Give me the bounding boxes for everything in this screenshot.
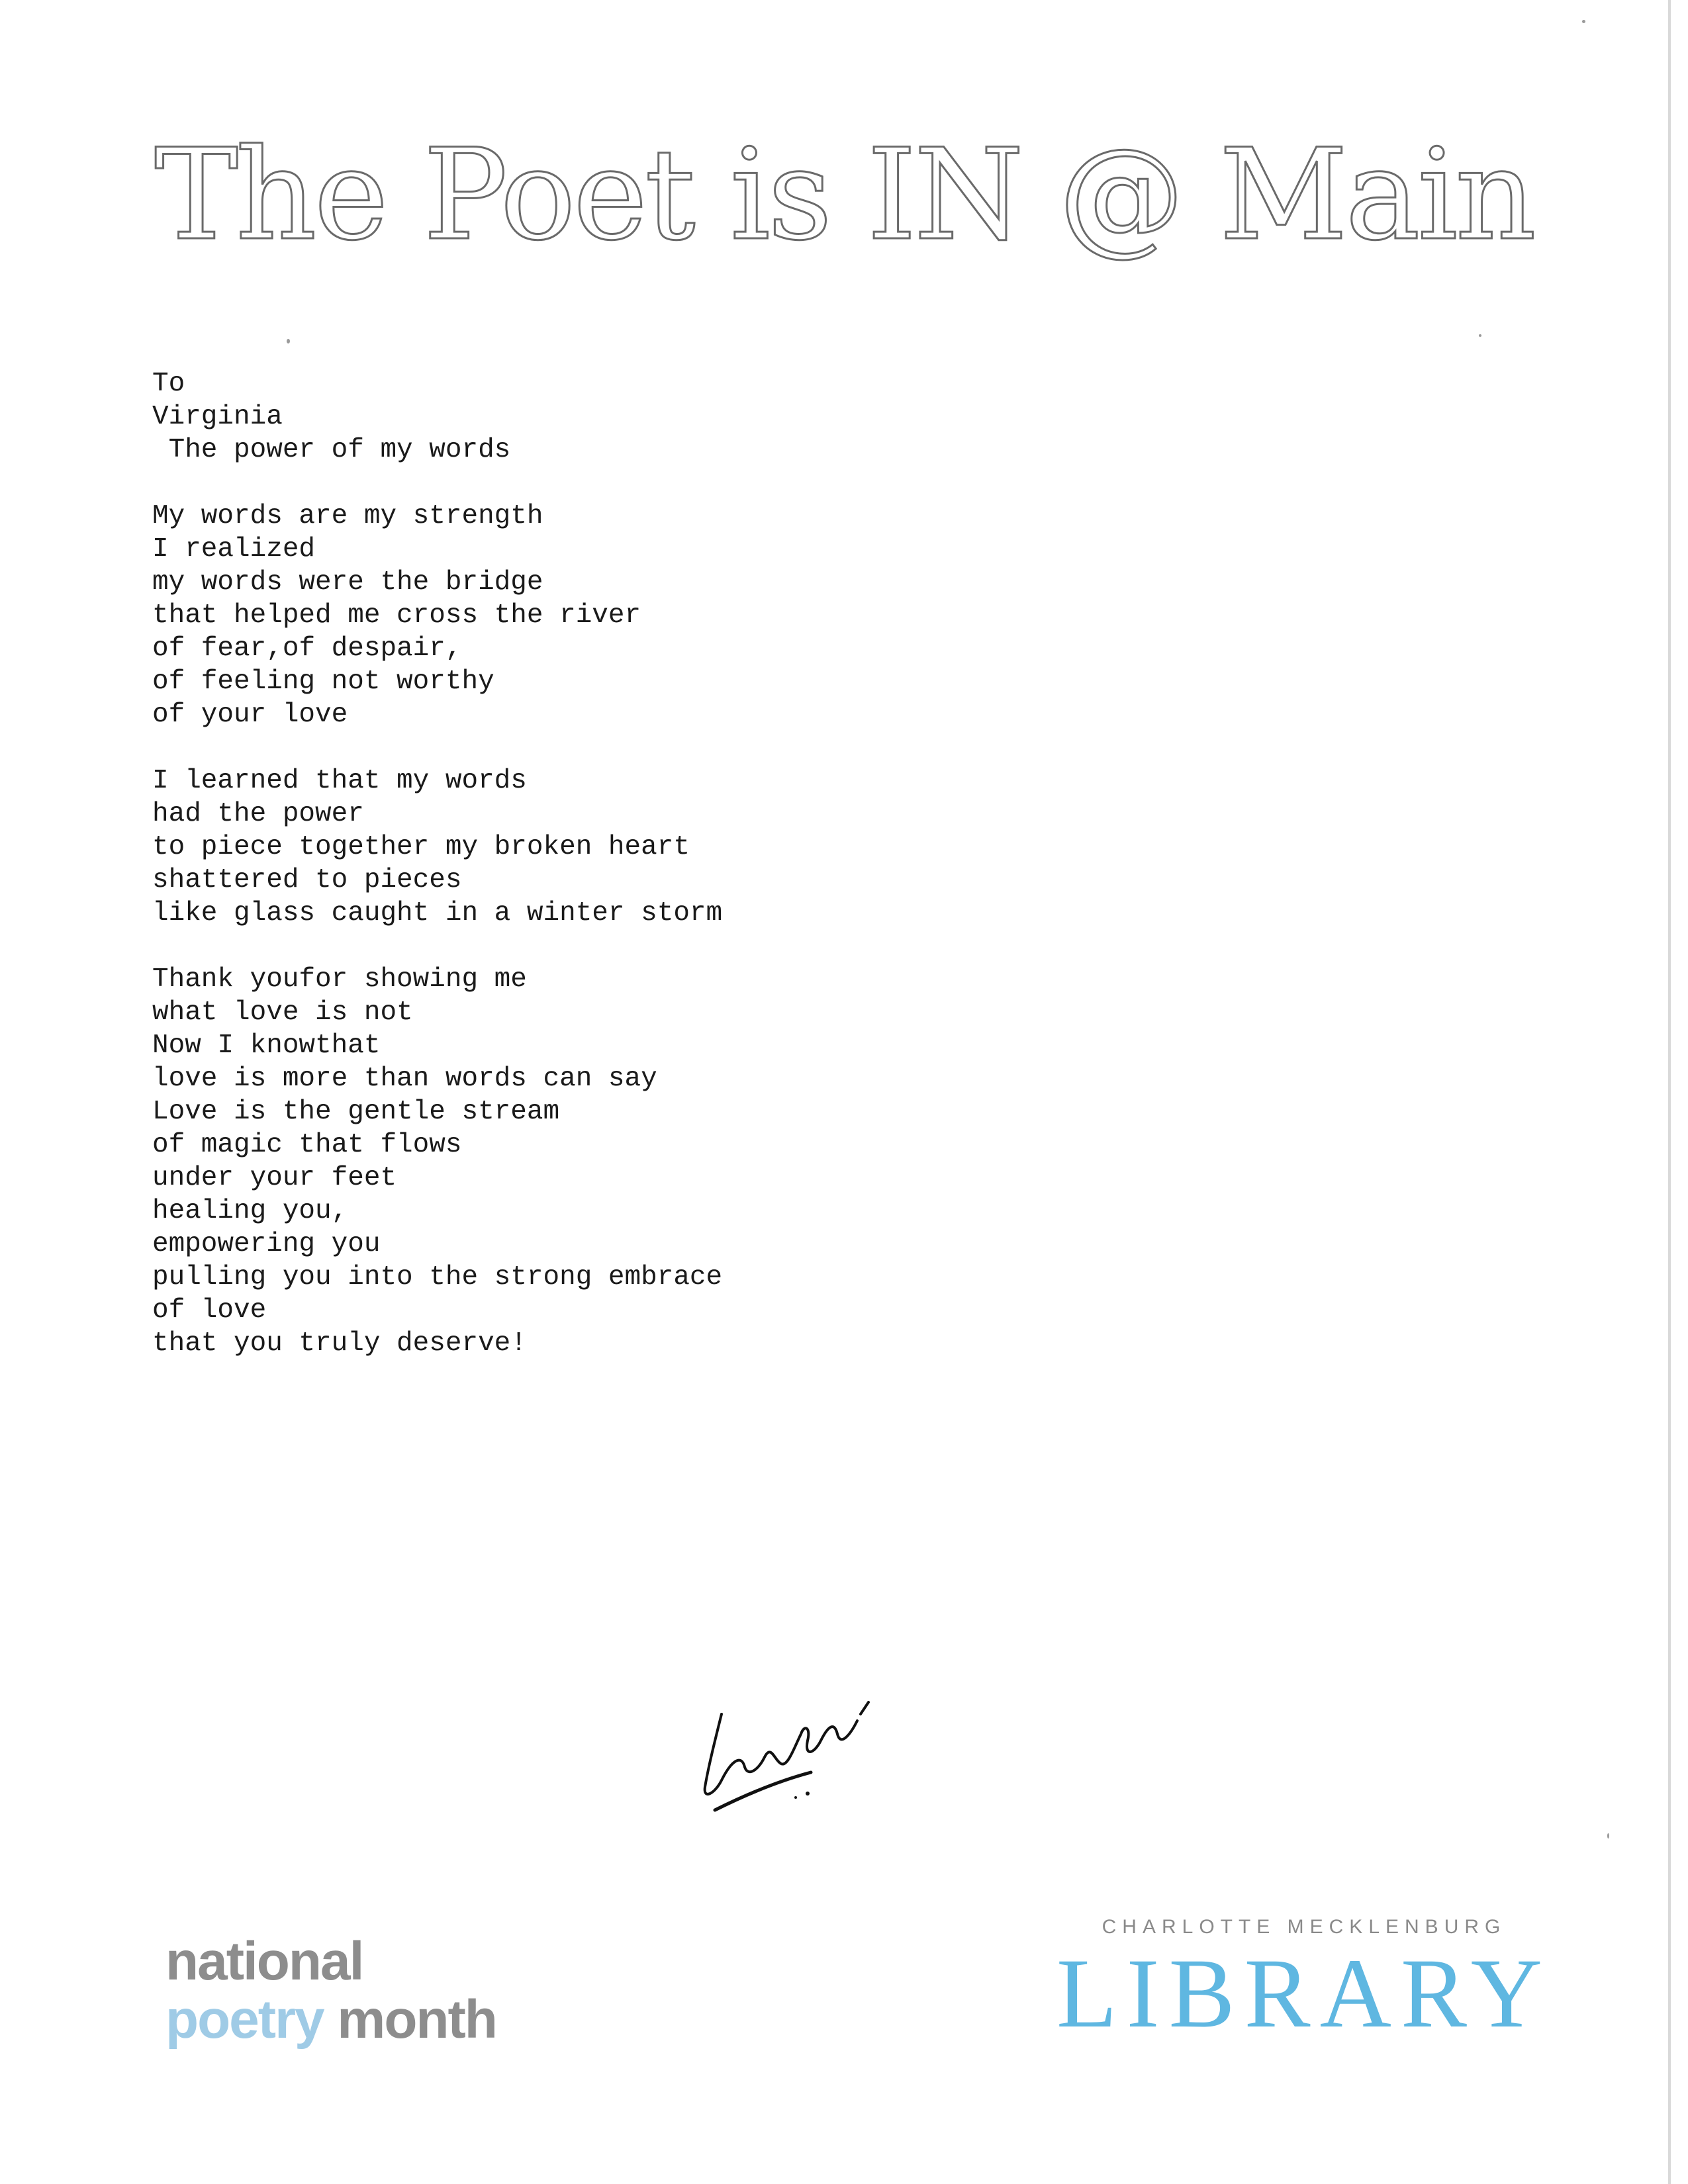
poem-line: Now I knowthat: [152, 1030, 381, 1061]
poem-line: that helped me cross the river: [152, 600, 641, 631]
scan-speck: [1479, 334, 1481, 337]
scan-speck: [1582, 20, 1585, 23]
poem-line: under your feet: [152, 1163, 397, 1193]
poem-line: healing you,: [152, 1196, 348, 1226]
poem-line: Virginia: [152, 402, 283, 432]
poem-line: to piece together my broken heart: [152, 832, 690, 862]
page-edge: [1668, 0, 1671, 2184]
poem-line: Thank youfor showing me: [152, 964, 527, 995]
poem-line: what love is not: [152, 997, 413, 1028]
charlotte-mecklenburg-library-logo: [1033, 1916, 1575, 2048]
stanza-break: [152, 467, 722, 500]
npm-poetry-text: poetry: [165, 1989, 324, 2050]
npm-national-text: national: [165, 1931, 363, 1991]
npm-second-line: [165, 1991, 496, 2049]
library-subtitle: CHARLOTTE MECKLENBURG: [1102, 1916, 1507, 1938]
poem-line: To: [152, 369, 185, 399]
poem-line: I realized: [152, 534, 316, 565]
poem-line: Love is the gentle stream: [152, 1097, 560, 1127]
poem-line: of your love: [152, 700, 348, 730]
poem-line: that you truly deserve!: [152, 1328, 527, 1359]
page-title: The Poet is IN @ Main: [154, 122, 1534, 268]
npm-month-text: month: [337, 1989, 496, 2050]
poem-line: The power of my words: [152, 435, 511, 465]
scan-speck: [287, 339, 290, 343]
poem-line: of love: [152, 1295, 267, 1326]
library-wordmark: LIBRARY: [1056, 1938, 1552, 2048]
poem-line: I learned that my words: [152, 766, 527, 796]
poem-line: shattered to pieces: [152, 865, 462, 895]
poem-line: pulling you into the strong embrace: [152, 1262, 723, 1293]
poem-body: [152, 367, 722, 1360]
stanza-break: [152, 731, 722, 764]
poem-line: of magic that flows: [152, 1130, 462, 1160]
poem-line: of feeling not worthy: [152, 666, 494, 697]
poem-line: had the power: [152, 799, 364, 829]
poem-line: my words were the bridge: [152, 567, 543, 598]
poem-line: empowering you: [152, 1229, 381, 1259]
poem-line: like glass caught in a winter storm: [152, 898, 723, 929]
poem-line: My words are my strength: [152, 501, 543, 531]
poem-line: love is more than words can say: [152, 1064, 657, 1094]
poem-line: of fear,of despair,: [152, 633, 462, 664]
national-poetry-month-logo: [165, 1933, 496, 2049]
stanza-break: [152, 930, 722, 963]
scan-speck: [1607, 1833, 1609, 1839]
signature: [695, 1694, 894, 1827]
